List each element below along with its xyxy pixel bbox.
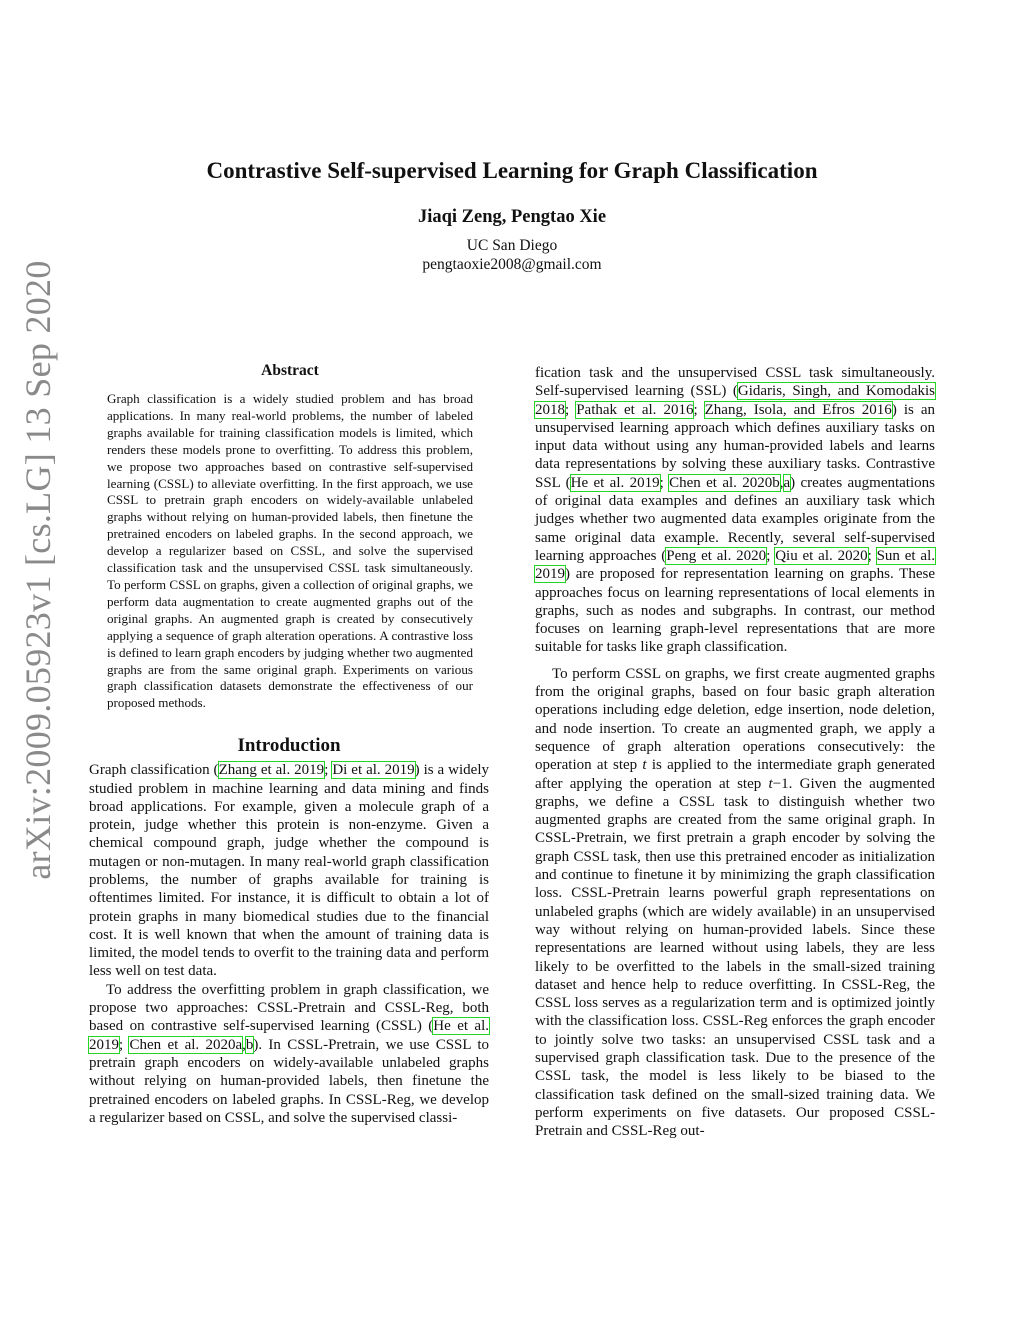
text-run: ). In CSSL-Pretrain, we use CSSL to pretrain graph encoders on widely-available unlabeled graphs without relying on human-provided labels, then finetune the pretrained encoders on labeled graphs. In CSSL-Reg, we develop a regularizer based on CSSL, and solve the supervised classi- [89,1036,489,1126]
intro-paragraph-2-continued [535,364,935,657]
abstract-text: Graph classification is a widely studied problem and has broad applications. In many real-world problems, the number of labeled graphs available for training classification models is limited, which renders these models prone to overfitting. To address this problem, we propose two approaches based on contrastive self-supervised learning (CSSL) to alleviate overfitting. In the first approach, we use CSSL to pretrain graph encoders on widely-available unlabeled graphs without relying on human-provided labels, then finetune the pretrained encoders on labeled graphs. In the second approach, we develop a regularizer based on CSSL, and solve the supervised classification task and the unsupervised CSSL task simultaneously. To perform CSSL on graphs, given a collection of original graphs, we perform data augmentation to create augmented graphs out of the original graphs. An augmented graph is created by consecutively applying a sequence of graph alteration operations. A contrastive loss is defined to learn graph encoders by judging whether two augmented graphs are from the same original graph. Experiments on various graph classification datasets demonstrate the effectiveness of our proposed methods. [107,391,473,711]
text-run: ; [119,1036,130,1053]
text-run: −1. Given the augmented graphs, we define a CSSL task to distinguish whether two augmented graphs are created from the same original graph. In CSSL-Pretrain, we first pretrain a graph encoder by solving the graph CSSL task, then use this pretrained encoder as initialization and continue to finetune it by minimizing the graph classification loss. CSSL-Pretrain learns powerful graph representations on unlabeled graphs (which are widely available) in an unsupervised way without relying on human-provided labels. Since these representations are learned without using labels, they are less likely to be overfitted to the labels in the small-sized training dataset and hence help to reduce overfitting. In CSSL-Reg, the CSSL loss serves as a regularization term and is optimized jointly with the classification loss. CSSL-Reg enforces the graph encoder to jointly solve two tasks: an unsupervised CSSL task and a supervised graph classification task. Due to the presence of the CSSL task, the model is less likely to be biased to the classification task defined on the small-sized training data. We perform experiments on five datasets. Our proposed CSSL-Pretrain and CSSL-Reg out- [535,775,935,1140]
citation-link[interactable]: Chen et al. 2020b [669,474,780,491]
citation-link[interactable]: Gidaris, Singh, and Komodakis 2018 [535,383,935,418]
abstract-section [107,362,473,712]
author-affiliation-block [0,236,1024,274]
intro-paragraph-2 [89,981,489,1127]
paper-authors: Jiaqi Zeng, Pengtao Xie [417,207,607,227]
citation-link[interactable]: Di et al. 2019 [332,762,415,779]
citation-link[interactable]: a [783,474,791,491]
text-run: ; [766,547,776,564]
text-run: ) are proposed for representation learning on graphs. These approaches focus on learning representations of local elements in graphs, such as nodes and subgraphs. In contrast, our method focuses on learning graph-level representations that are more suitable for tasks like graph classification. [535,566,935,656]
citation-link[interactable]: Peng et al. 2020 [666,547,767,564]
citation-link[interactable]: Chen et al. 2020a [129,1036,243,1053]
citation-link[interactable]: b [245,1036,254,1053]
citation-link[interactable]: Qiu et al. 2020 [775,547,868,564]
author-email: pengtaoxie2008@gmail.com [422,256,602,273]
citation-link[interactable]: Sun et al. 2019 [535,547,936,583]
text-run: , [779,474,784,491]
text-run: ) is a widely studied problem in machine learning and data mining and finds broad applications. For example, given a molecule graph of a protein, judge whether this protein is non-enzyme. Given a chemical compound graph, judge whether the compound is mutagen or non-mutagen. In many real-world graph classification problems, the number of graphs available for training is oftentimes limited. For instance, it is difficult to obtain a lot of protein graphs in many biomedical studies due to the financial cost. It is well known that when the amount of training data is limited, the model tends to overfit to the training data and perform less well on test data. [89,762,490,980]
citation-link[interactable]: Zhang, Isola, and Efros 2016 [704,401,892,418]
text-run: ; [565,401,577,418]
text-run: ) creates augmentations of original data examples and defines an auxiliary task which judges whether two augmented data examples originate from the same original data example. Recently, several self-supervised learning approaches ( [535,474,935,564]
right-column [535,364,935,1140]
math-variable: t [642,757,647,774]
text-run: To address the overfitting problem in graph classification, we propose two approaches: CSSL-Pretrain and CSSL-Reg, both based on contrastive self-supervised learning (CSSL) ( [89,981,489,1035]
text-run: , [242,1036,246,1053]
citation-link[interactable]: He et al. 2019 [89,1018,490,1053]
text-run: Graph classification ( [89,762,219,779]
text-run: To perform CSSL on graphs, we first create augmented graphs from the original graphs, based on four basic graph alteration operations including edge deletion, edge insertion, node deletion, and node insertion. To create an augmented graph, we apply a sequence of graph alteration operations consecutively: the operation at step [535,665,935,774]
text-run: fication task and the unsupervised CSSL task simultaneously. Self-supervised learning (SSL) ( [535,365,935,400]
text-run: ; [659,474,670,491]
paper-title: Contrastive Self-supervised Learning for Graph Classification [206,158,818,183]
intro-paragraph-1 [89,761,489,981]
citation-link[interactable]: Zhang et al. 2019 [218,762,325,779]
affiliation: UC San Diego [466,237,558,254]
arxiv-id-text: arXiv:2009.05923v1 [cs.LG] 13 Sep 2020 [17,260,58,880]
left-column [89,362,489,1127]
citation-link[interactable]: He et al. 2019 [570,474,660,491]
text-run: ; [324,762,333,779]
abstract-heading: Abstract [261,362,319,379]
text-run: ; [693,401,705,418]
citation-link[interactable]: Pathak et al. 2016 [576,401,694,418]
math-variable: t [768,775,773,792]
introduction-heading: Introduction [237,735,341,757]
text-run: ) is an unsupervised learning approach which defines auxiliary tasks on input data without using any human-provided labels and learns data representations by solving these auxiliary tasks. Contrastive SSL ( [535,401,935,491]
intro-paragraph-3 [535,665,935,1141]
arxiv-identifier-stamp [10,155,65,985]
text-run: is applied to the intermediate graph generated after applying the operation at step [535,757,935,792]
text-run: ; [867,547,877,564]
